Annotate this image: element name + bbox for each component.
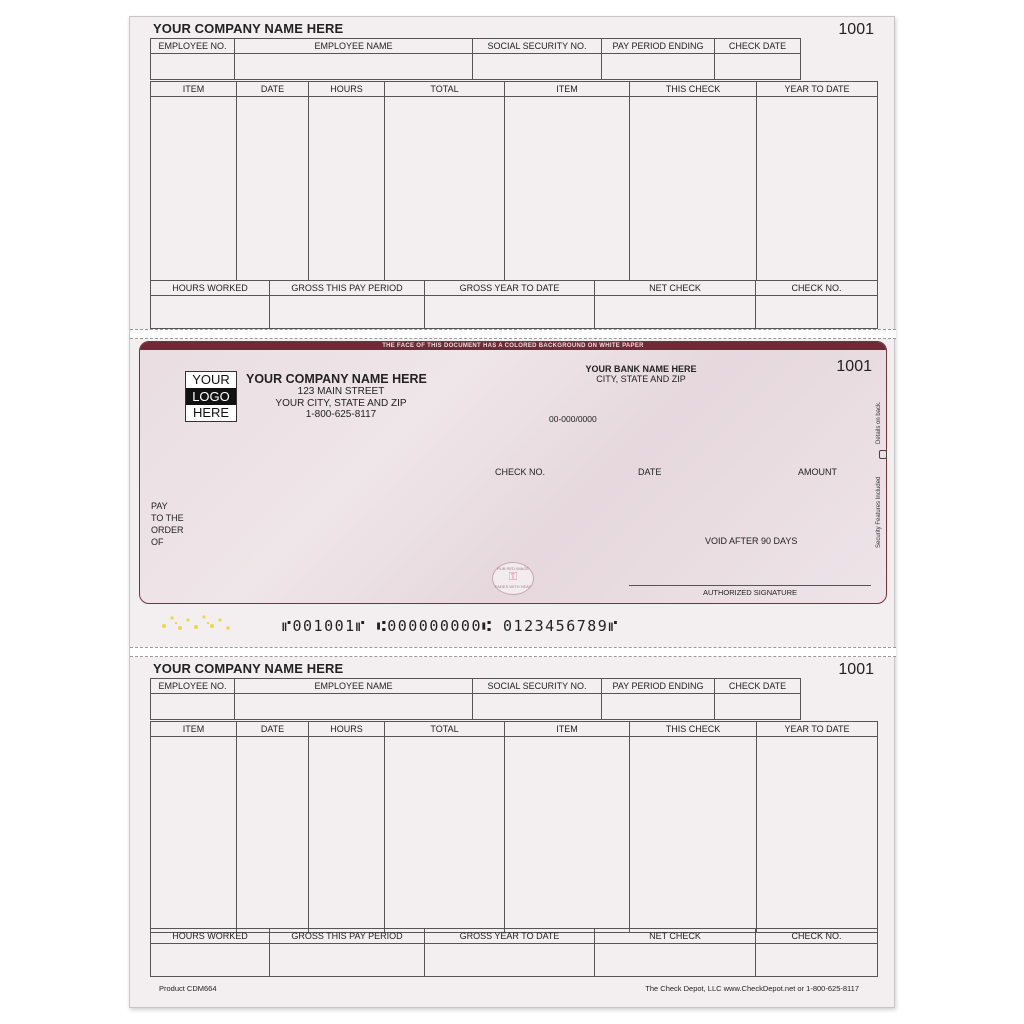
gross-ytd-cell: [425, 929, 595, 976]
column-header: THIS CHECK: [630, 82, 756, 97]
pay-period-label: PAY PERIOD ENDING: [602, 678, 714, 694]
column-header: ITEM: [505, 722, 629, 737]
pay-period-value: [602, 54, 714, 80]
check-date-label: CHECK DATE: [715, 38, 800, 54]
vendor-info: The Check Depot, LLC www.CheckDepot.net or 1-800-625-8117: [645, 984, 859, 993]
check-no-cell: [756, 929, 877, 976]
employee-name-value: [235, 694, 472, 720]
net-check-cell: [595, 281, 756, 328]
earnings-table: [150, 81, 878, 281]
employee-name-cell: [235, 38, 473, 80]
deduction-item-column: [505, 82, 630, 280]
details-on-back-text: Details on back.: [876, 401, 882, 444]
key-icon: ⚿: [508, 571, 518, 583]
column-header: YEAR TO DATE: [757, 82, 877, 97]
ssn-label: SOCIAL SECURITY NO.: [473, 38, 601, 54]
pay-period-label: PAY PERIOD ENDING: [602, 38, 714, 54]
heat-seal: [492, 562, 534, 595]
gross-pay-period-cell: [270, 929, 425, 976]
company-phone: 1-800-625-8117: [305, 409, 377, 420]
security-side-text: [875, 398, 889, 548]
column-header: DATE: [237, 82, 308, 97]
total-label: GROSS THIS PAY PERIOD: [270, 929, 424, 944]
check-date-cell: [715, 38, 801, 80]
employee-header-row: [150, 38, 801, 80]
this-check-column: [630, 82, 757, 280]
check-no-cell: [756, 281, 877, 328]
total-label: GROSS YEAR TO DATE: [425, 281, 594, 296]
item-column: [151, 82, 237, 280]
check-date-cell: [715, 678, 801, 720]
column-header: THIS CHECK: [630, 722, 756, 737]
seal-top-text: RUB RED IMAGE: [496, 566, 529, 571]
seal-bottom-text: FADES WITH HEAT: [495, 584, 531, 589]
hours-column: [309, 722, 385, 932]
column-header: ITEM: [151, 722, 236, 737]
date-column: [237, 722, 309, 932]
employee-no-label: EMPLOYEE NO.: [151, 678, 234, 694]
column-header: DATE: [237, 722, 308, 737]
hours-worked-cell: [151, 929, 270, 976]
column-header: YEAR TO DATE: [757, 722, 877, 737]
pay-to-line: OF: [151, 537, 164, 547]
product-code: Product CDM664: [159, 984, 217, 993]
perforation-bottom: [130, 647, 896, 657]
bottom-stub: [130, 657, 896, 987]
employee-no-label: EMPLOYEE NO.: [151, 38, 234, 54]
ssn-cell: [473, 678, 602, 720]
item-column: [151, 722, 237, 932]
payroll-check-sheet: [129, 16, 895, 1008]
top-stub: [130, 17, 896, 333]
check-date-value: [715, 54, 800, 80]
employee-name-label: EMPLOYEE NAME: [235, 678, 472, 694]
total-label: GROSS YEAR TO DATE: [425, 929, 594, 944]
ssn-value: [473, 54, 601, 80]
perforation-top: [130, 329, 896, 339]
amount-label: AMOUNT: [798, 467, 837, 477]
stub-company-name: YOUR COMPANY NAME HERE: [153, 661, 344, 676]
stub-check-number: 1001: [838, 21, 874, 38]
micr-line: ⑈001001⑈ ⑆000000000⑆ 0123456789⑈: [282, 617, 619, 635]
column-header: ITEM: [505, 82, 629, 97]
security-banner: THE FACE OF THIS DOCUMENT HAS A COLORED BACKGROUND ON WHITE PAPER: [140, 342, 886, 350]
check-number: 1001: [836, 358, 872, 375]
padlock-icon: [879, 450, 887, 459]
earnings-table: [150, 721, 878, 933]
hours-column: [309, 82, 385, 280]
check-no-label: CHECK NO.: [495, 467, 546, 477]
employee-name-label: EMPLOYEE NAME: [235, 38, 472, 54]
year-to-date-column: [757, 722, 877, 932]
company-street: 123 MAIN STREET: [297, 386, 385, 397]
ssn-value: [473, 694, 601, 720]
employee-header-row: [150, 678, 801, 720]
employee-no-cell: [151, 38, 235, 80]
pay-to-line: TO THE: [151, 513, 184, 523]
stub-company-name: YOUR COMPANY NAME HERE: [153, 21, 344, 36]
total-label: NET CHECK: [595, 929, 755, 944]
total-column: [385, 722, 505, 932]
ssn-label: SOCIAL SECURITY NO.: [473, 678, 601, 694]
gross-pay-period-cell: [270, 281, 425, 328]
column-header: TOTAL: [385, 82, 504, 97]
hologram-stars-icon: [158, 612, 238, 634]
pay-to-line: ORDER: [151, 525, 184, 535]
employee-no-value: [151, 694, 234, 720]
year-to-date-column: [757, 82, 877, 280]
void-notice: VOID AFTER 90 DAYS: [705, 536, 798, 546]
employee-no-cell: [151, 678, 235, 720]
stub-check-number: 1001: [838, 661, 874, 678]
bank-name: YOUR BANK NAME HERE: [585, 364, 697, 374]
check-date-label: CHECK DATE: [715, 678, 800, 694]
this-check-column: [630, 722, 757, 932]
pay-to-label: [151, 500, 184, 548]
logo-line: LOGO: [186, 388, 236, 405]
gross-ytd-cell: [425, 281, 595, 328]
total-label: CHECK NO.: [756, 929, 877, 944]
column-header: HOURS: [309, 82, 384, 97]
date-column: [237, 82, 309, 280]
company-address-block: [246, 372, 436, 421]
check-company-name: YOUR COMPANY NAME HERE: [246, 372, 427, 386]
totals-row: [150, 928, 878, 977]
column-header: TOTAL: [385, 722, 504, 737]
pay-period-cell: [602, 678, 715, 720]
signature-line: [629, 585, 871, 586]
check-face: [139, 341, 887, 604]
employee-no-value: [151, 54, 234, 80]
pay-period-value: [602, 694, 714, 720]
check-date-value: [715, 694, 800, 720]
deduction-item-column: [505, 722, 630, 932]
total-label: NET CHECK: [595, 281, 755, 296]
totals-row: [150, 280, 878, 329]
ssn-cell: [473, 38, 602, 80]
employee-name-cell: [235, 678, 473, 720]
company-city: YOUR CITY, STATE AND ZIP: [275, 397, 407, 409]
bank-city: CITY, STATE AND ZIP: [596, 374, 686, 384]
logo-placeholder: [185, 371, 237, 422]
total-label: CHECK NO.: [756, 281, 877, 296]
column-header: HOURS: [309, 722, 384, 737]
logo-line: YOUR: [192, 372, 230, 387]
logo-line: HERE: [192, 405, 230, 420]
total-label: GROSS THIS PAY PERIOD: [270, 281, 424, 296]
date-label: DATE: [638, 467, 662, 477]
bank-block: [576, 364, 706, 384]
employee-name-value: [235, 54, 472, 80]
signature-label: AUTHORIZED SIGNATURE: [702, 588, 798, 597]
total-label: HOURS WORKED: [151, 281, 269, 296]
security-features-text: Security Features Included: [876, 476, 882, 548]
pay-period-cell: [602, 38, 715, 80]
net-check-cell: [595, 929, 756, 976]
total-column: [385, 82, 505, 280]
pay-to-line: PAY: [151, 501, 168, 511]
column-header: ITEM: [151, 82, 236, 97]
hours-worked-cell: [151, 281, 270, 328]
total-label: HOURS WORKED: [151, 929, 269, 944]
routing-fraction: 00-000/0000: [549, 414, 597, 424]
